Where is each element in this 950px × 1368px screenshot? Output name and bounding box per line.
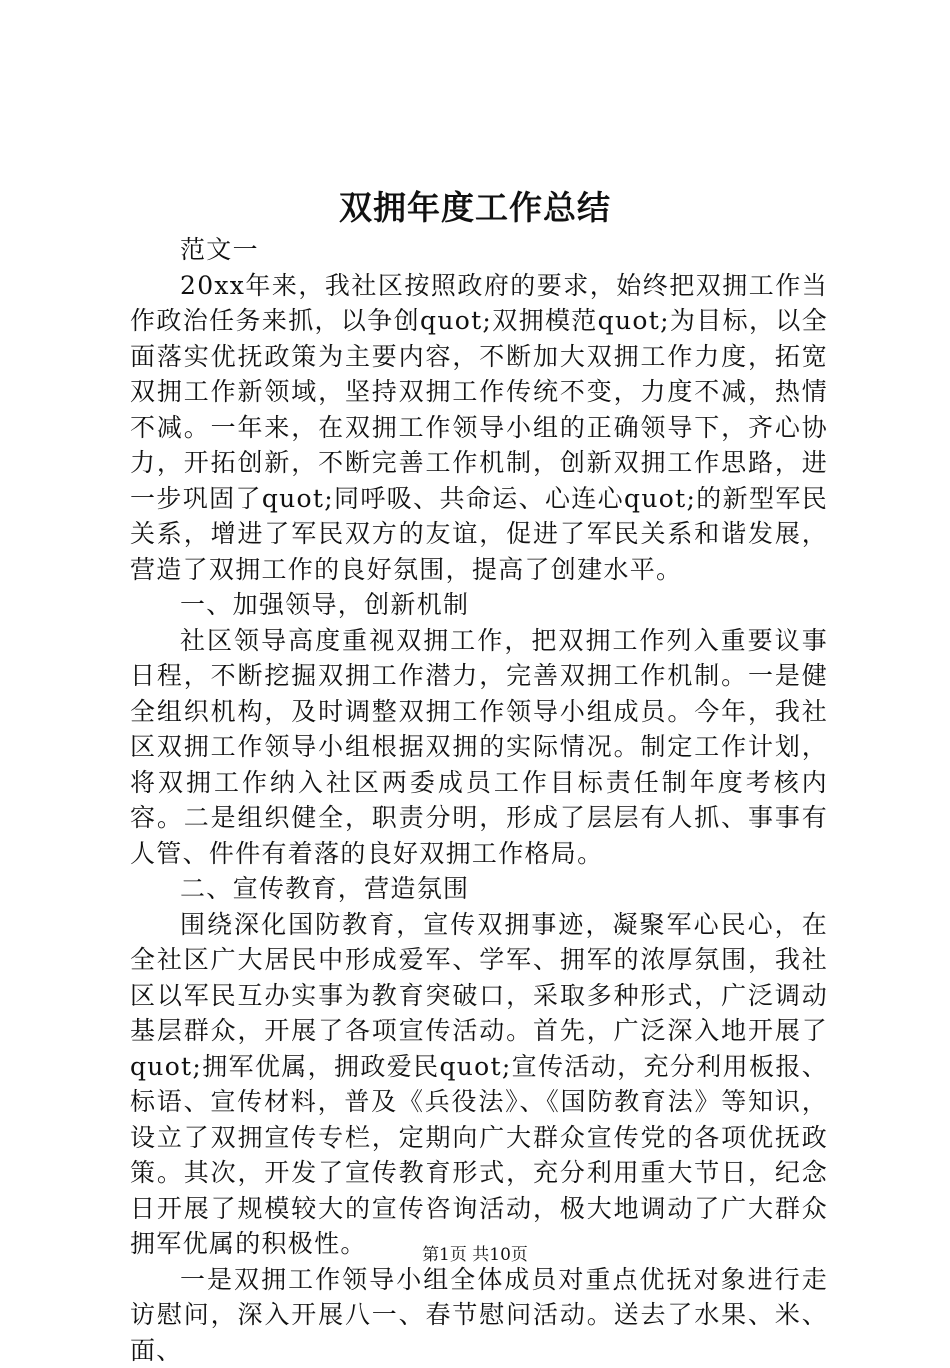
section-heading-1: 一、加强领导，创新机制 xyxy=(130,587,828,623)
page-number-footer: 第1页 共10页 xyxy=(0,1244,950,1266)
sample-label: 范文一 xyxy=(130,232,828,268)
paragraph-intro: 20xx年来，我社区按照政府的要求，始终把双拥工作当作政治任务来抓，以争创quot;双拥模范quot;为目标，以全面落实优抚政策为主要内容，不断加大双拥工作力度，拓宽双拥工作新领域，坚持双拥工作传统不变，力度不减，热情不减。一年来，在双拥工作领导小组的正确领导下，齐心协力，开拓创新，不断完善工作机制，创新双拥工作思路，进一步巩固了quot;同呼吸、共命运、心连心quot;的新型军民关系，增进了军民双方的友谊，促进了军民关系和谐发展，营造了双拥工作的良好氛围，提高了创建水平。 xyxy=(130,268,828,588)
paragraph-section-2: 围绕深化国防教育，宣传双拥事迹，凝聚军心民心，在全社区广大居民中形成爱军、学军、拥军的浓厚氛围，我社区以军民互办实事为教育突破口，采取多种形式，广泛调动基层群众，开展了各项宣传活动。首先，广泛深入地开展了quot;拥军优属，拥政爱民quot;宣传活动，充分利用板报、标语、宣传材料，普及《兵役法》、《国防教育法》等知识，设立了双拥宣传专栏，定期向广大群众宣传党的各项优抚政策。其次，开发了宣传教育形式，充分利用重大节日，纪念日开展了规模较大的宣传咨询活动，极大地调动了广大群众拥军优属的积极性。 xyxy=(130,907,828,1262)
paragraph-section-1: 社区领导高度重视双拥工作，把双拥工作列入重要议事日程，不断挖掘双拥工作潜力，完善双拥工作机制。一是健全组织机构，及时调整双拥工作领导小组成员。今年，我社区双拥工作领导小组根据双拥的实际情况。制定工作计划，将双拥工作纳入社区两委成员工作目标责任制年度考核内容。二是组织健全，职责分明，形成了层层有人抓、事事有人管、件件有着落的良好双拥工作格局。 xyxy=(130,623,828,872)
section-heading-2: 二、宣传教育，营造氛围 xyxy=(130,871,828,907)
document-title: 双拥年度工作总结 xyxy=(0,183,950,233)
document-body xyxy=(130,232,828,1368)
paragraph-section-2-continued: 一是双拥工作领导小组全体成员对重点优抚对象进行走访慰问，深入开展八一、春节慰问活动。送去了水果、米、面、 xyxy=(130,1262,828,1368)
